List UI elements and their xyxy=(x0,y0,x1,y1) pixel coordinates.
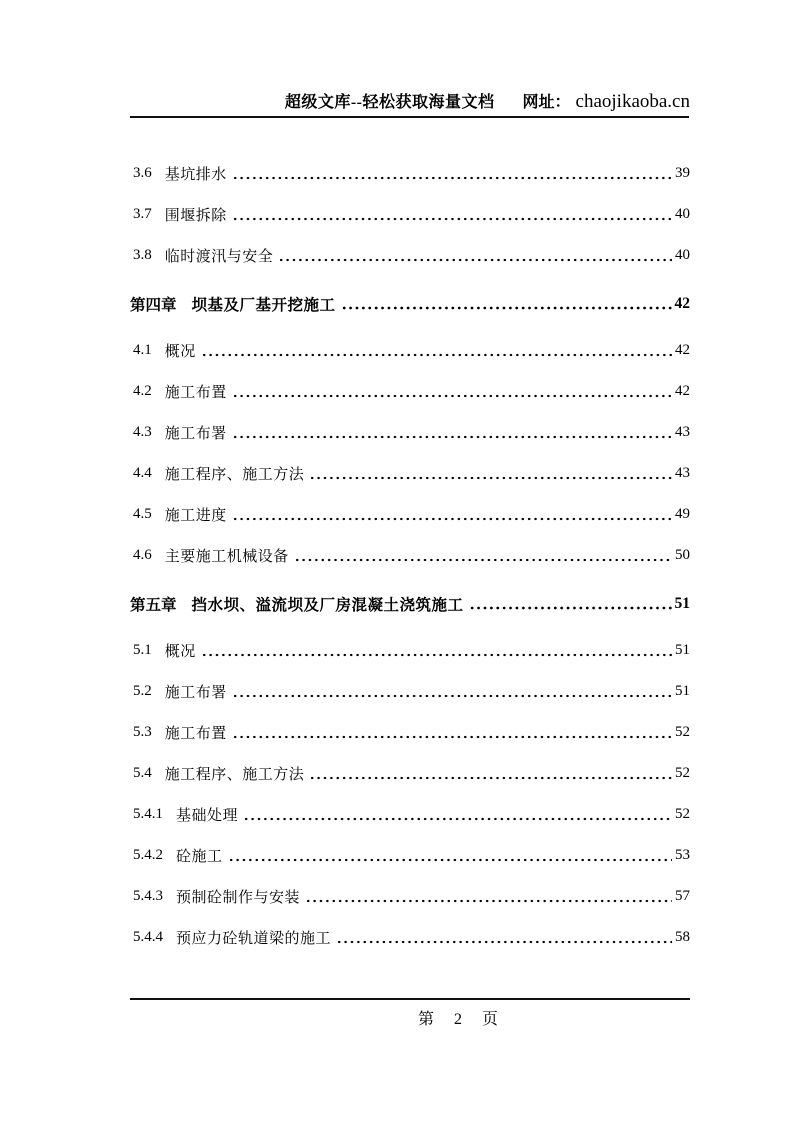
toc-entry[interactable] xyxy=(130,876,690,917)
toc-entry-page: 39 xyxy=(675,165,690,181)
toc-entry[interactable] xyxy=(130,753,690,794)
toc-entry[interactable] xyxy=(130,794,690,835)
toc-entry-number: 5.1 xyxy=(133,642,152,658)
toc-entry-number: 5.4.1 xyxy=(133,806,163,822)
header-site-label: 超级文库--轻松获取海量文档 xyxy=(284,94,495,111)
toc-entry-title: 概况 xyxy=(164,644,196,660)
toc-entry-number: 5.2 xyxy=(133,683,152,699)
toc-entry-title: 主要施工机械设备 xyxy=(164,549,289,565)
toc-entry-title: 挡水坝、溢流坝及厂房混凝土浇筑施工 xyxy=(191,596,464,614)
toc-dot-leader xyxy=(232,153,672,194)
toc-entry[interactable] xyxy=(130,330,690,371)
toc-entry-title: 施工程序、施工方法 xyxy=(164,767,305,783)
header-url-label: 网址： xyxy=(522,94,571,111)
toc-entry[interactable] xyxy=(130,453,690,494)
toc-entry[interactable] xyxy=(130,630,690,671)
toc-entry-number: 4.6 xyxy=(133,547,152,563)
toc-entry-number: 5.3 xyxy=(133,724,152,740)
toc-entry-number: 5.4.2 xyxy=(133,847,163,863)
toc-entry-title: 预应力砼轨道梁的施工 xyxy=(176,931,332,947)
toc-entry-page: 42 xyxy=(674,294,690,312)
toc-entry-number: 4.5 xyxy=(133,506,152,522)
toc-entry-page: 50 xyxy=(675,547,690,563)
toc-entry-number: 第四章 xyxy=(130,296,177,314)
toc-entry-page: 51 xyxy=(675,683,690,699)
toc-dot-leader xyxy=(309,453,672,494)
toc-dot-leader xyxy=(201,630,672,671)
toc-entry-number: 5.4.4 xyxy=(133,929,163,945)
footer-page-suffix: 页 xyxy=(482,1011,499,1028)
toc-entry-title: 坝基及厂基开挖施工 xyxy=(191,296,336,314)
toc-entry[interactable] xyxy=(130,412,690,453)
toc-entry-page: 52 xyxy=(675,724,690,740)
toc-dot-leader xyxy=(232,371,672,412)
toc-entry-page: 58 xyxy=(675,929,690,945)
toc-entry[interactable] xyxy=(130,835,690,876)
toc-dot-leader xyxy=(309,753,672,794)
toc-entry-page: 57 xyxy=(675,888,690,904)
toc-entry-page: 52 xyxy=(675,806,690,822)
toc-dot-leader xyxy=(469,583,672,624)
toc-entry[interactable] xyxy=(130,583,690,624)
toc-entry[interactable] xyxy=(130,283,690,324)
toc-dot-leader xyxy=(232,412,672,453)
footer-rule-divider xyxy=(130,998,690,1000)
toc-entry[interactable] xyxy=(130,671,690,712)
toc-entry-number: 4.1 xyxy=(133,342,152,358)
toc-entry-number: 5.4 xyxy=(133,765,152,781)
toc-entry-page: 43 xyxy=(675,465,690,481)
footer-page-label: 第 xyxy=(418,1011,435,1028)
toc-entry-number: 3.7 xyxy=(133,206,152,222)
toc-entry[interactable] xyxy=(130,194,690,235)
toc-dot-leader xyxy=(232,494,672,535)
toc-dot-leader xyxy=(336,917,672,958)
toc-entry[interactable] xyxy=(130,917,690,958)
toc-dot-leader xyxy=(232,194,672,235)
toc-entry-title: 施工布署 xyxy=(164,426,227,442)
toc-entry-page: 43 xyxy=(675,424,690,440)
toc-entry-page: 51 xyxy=(674,594,690,612)
toc-entry-title: 基坑排水 xyxy=(164,167,227,183)
toc-entry-number: 第五章 xyxy=(130,596,177,614)
toc-entry-page: 53 xyxy=(675,847,690,863)
toc-entry-page: 42 xyxy=(675,383,690,399)
toc-list xyxy=(130,153,690,958)
toc-entry-title: 施工布署 xyxy=(164,685,227,701)
toc-entry-page: 49 xyxy=(675,506,690,522)
toc-entry-page: 42 xyxy=(675,342,690,358)
header-rule-divider xyxy=(130,116,689,118)
toc-dot-leader xyxy=(341,283,672,324)
toc-dot-leader xyxy=(243,794,672,835)
toc-entry[interactable] xyxy=(130,153,690,194)
toc-entry-title: 施工布置 xyxy=(164,385,227,401)
toc-dot-leader xyxy=(201,330,672,371)
toc-dot-leader xyxy=(305,876,672,917)
toc-entry[interactable] xyxy=(130,235,690,276)
toc-dot-leader xyxy=(294,535,672,576)
footer-page-number: 2 xyxy=(454,1011,463,1028)
toc-entry-number: 4.3 xyxy=(133,424,152,440)
toc-entry[interactable] xyxy=(130,371,690,412)
toc-entry[interactable] xyxy=(130,535,690,576)
toc-entry-title: 施工布置 xyxy=(164,726,227,742)
toc-entry-title: 概况 xyxy=(164,344,196,360)
toc-dot-leader xyxy=(232,671,672,712)
toc-entry-page: 40 xyxy=(675,247,690,263)
toc-entry[interactable] xyxy=(130,712,690,753)
toc-entry-title: 基础处理 xyxy=(176,808,239,824)
toc-entry-number: 5.4.3 xyxy=(133,888,163,904)
toc-entry-title: 预制砼制作与安装 xyxy=(176,890,301,906)
page-footer xyxy=(418,1006,498,1029)
toc-dot-leader xyxy=(278,235,672,276)
toc-entry-number: 4.2 xyxy=(133,383,152,399)
toc-entry-title: 施工程序、施工方法 xyxy=(164,467,305,483)
header-url-link[interactable]: chaojikaoba.cn xyxy=(575,91,690,112)
toc-dot-leader xyxy=(232,712,672,753)
page-header xyxy=(130,91,690,114)
toc-entry-page: 51 xyxy=(675,642,690,658)
toc-entry-page: 40 xyxy=(675,206,690,222)
toc-dot-leader xyxy=(228,835,672,876)
toc-entry-title: 施工进度 xyxy=(164,508,227,524)
toc-entry[interactable] xyxy=(130,494,690,535)
toc-entry-title: 临时渡汛与安全 xyxy=(164,249,274,265)
toc-entry-number: 3.8 xyxy=(133,247,152,263)
toc-entry-title: 砼施工 xyxy=(176,849,223,865)
toc-entry-number: 4.4 xyxy=(133,465,152,481)
toc-entry-number: 3.6 xyxy=(133,165,152,181)
toc-entry-page: 52 xyxy=(675,765,690,781)
toc-entry-title: 围堰拆除 xyxy=(164,208,227,224)
